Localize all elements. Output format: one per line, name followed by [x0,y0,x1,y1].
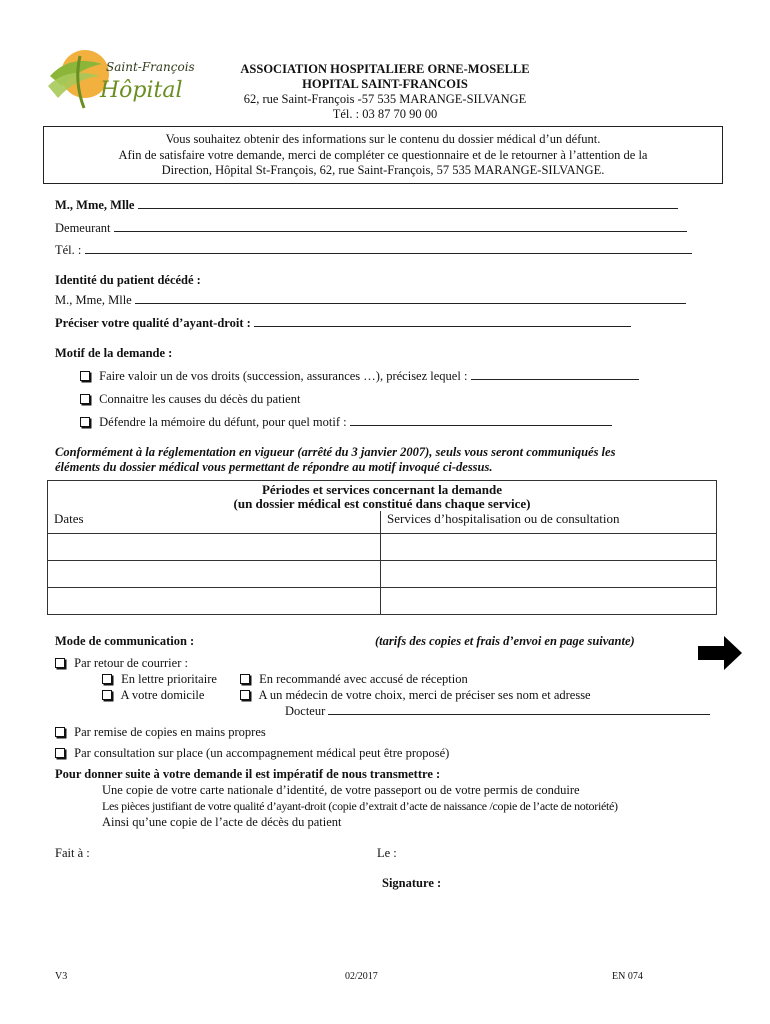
doctor-row[interactable] [285,704,725,719]
checkbox-icon[interactable] [240,690,250,700]
service-cell[interactable] [381,588,717,615]
doctor-label: Docteur [285,704,326,718]
motif-title: Motif de la demande : [55,346,173,360]
requester-address-field[interactable] [114,231,687,232]
requirement-item: Les pièces justifiant de votre qualité d’ayant-droit (copie d’extrait d’acte de naissance /copie de l’acte de notoriété) [102,799,618,813]
regulation-notice [55,445,715,475]
association-name: ASSOCIATION HOSPITALIERE ORNE-MOSELLE [240,62,530,76]
hospital-logo [40,46,200,116]
requester-name-label: M., Mme, Mlle [55,198,135,212]
service-cell[interactable] [381,534,717,561]
motif-memory-field[interactable] [350,425,612,426]
checkbox-icon[interactable] [102,674,112,684]
checkbox-icon[interactable] [240,674,250,684]
communication-title: Mode de communication : [55,634,195,648]
patient-name-label: M., Mme, Mlle [55,293,132,307]
table-row [48,588,717,615]
intro-line2: Afin de satisfaire votre demande, merci de compléter ce questionnaire et de le retourner à l’attention de la [118,147,648,162]
checkbox-icon[interactable] [80,417,90,427]
patient-name-row[interactable] [55,293,695,308]
table-row [48,534,717,561]
notice-line2: éléments du dossier médical vous permettant de répondre au motif invoqué ci-dessus. [55,460,493,474]
checkbox-icon[interactable] [102,690,112,700]
footer-date: 02/2017 [345,971,378,982]
motif-option-rights-label: Faire valoir un de vos droits (succession, assurances …), précisez lequel : [99,369,468,383]
comm-priority[interactable] [102,672,217,687]
comm-in-person-label: Par remise de copies en mains propres [74,725,266,739]
hospital-address: 62, rue Saint-François -57 535 MARANGE-SILVANGE [243,92,527,106]
periods-table-title [48,481,717,512]
comm-doctor-label: A un médecin de votre choix, merci de préciser ses nom et adresse [258,688,591,702]
patient-quality-label: Préciser votre qualité d’ayant-droit : [55,316,251,330]
checkbox-icon[interactable] [80,394,90,404]
requester-phone-field[interactable] [85,253,692,254]
comm-mail-return[interactable] [55,656,188,671]
motif-option-memory[interactable] [80,415,700,430]
logo-line1: Saint-François [106,60,195,74]
requirement-item: Ainsi qu’une copie de l’acte de décès du patient [102,815,342,829]
comm-mail-return-label: Par retour de courrier : [74,656,188,670]
comm-home-label: A votre domicile [120,688,205,702]
date-cell[interactable] [48,561,381,588]
motif-option-causes-label: Connaitre les causes du décès du patient [99,392,301,406]
checkbox-icon[interactable] [55,658,65,668]
comm-in-person[interactable] [55,725,266,740]
requester-address-label: Demeurant [55,221,111,235]
comm-on-site-label: Par consultation sur place (un accompagnement médical peut être proposé) [74,746,450,760]
date-label[interactable]: Le : [377,846,397,860]
requester-address-row[interactable] [55,221,695,236]
logo-line2: Hôpital [100,78,183,103]
periods-title1: Périodes et services concernant la demande [261,482,503,497]
checkbox-icon[interactable] [80,371,90,381]
header-block [180,62,590,122]
hospital-name: HOPITAL SAINT-FRANCOIS [302,77,468,91]
tarifs-note: (tarifs des copies et frais d’envoi en page suivante) [375,634,635,648]
requirement-item: Une copie de votre carte nationale d’identité, de votre passeport ou de votre permis de conduire [102,783,580,797]
requester-phone-row[interactable] [55,243,695,258]
comm-priority-label: En lettre prioritaire [121,672,217,686]
intro-line3: Direction, Hôpital St-François, 62, rue Saint-François, 57 535 MARANGE-SILVANGE. [161,163,605,177]
date-cell[interactable] [48,588,381,615]
requester-name-row[interactable] [55,198,695,213]
comm-registered-label: En recommandé avec accusé de réception [259,672,468,686]
checkbox-icon[interactable] [55,748,65,758]
periods-table [47,480,717,615]
checkbox-icon[interactable] [55,727,65,737]
comm-doctor[interactable] [240,688,591,703]
column-header-dates: Dates [48,511,381,534]
footer-version: V3 [55,971,68,982]
comm-registered[interactable] [240,672,468,687]
motif-rights-field[interactable] [471,379,639,380]
fait-a-label[interactable]: Fait à : [55,846,90,860]
patient-quality-row[interactable] [55,316,695,331]
intro-line1: Vous souhaitez obtenir des informations sur le contenu du dossier médical d’un défunt. [165,132,601,146]
comm-on-site[interactable] [55,746,449,761]
column-header-services: Services d’hospitalisation ou de consultation [381,511,717,534]
table-row [48,561,717,588]
motif-option-rights[interactable] [80,369,700,384]
doctor-field[interactable] [328,714,710,715]
footer-ref: EN 074 [612,971,643,982]
notice-line1: Conformément à la réglementation en vigueur (arrêté du 3 janvier 2007), seuls vous seront communiqués les [55,445,616,459]
hospital-phone: Tél. : 03 87 70 90 00 [332,107,438,121]
arrow-right-icon [698,636,742,670]
patient-name-field[interactable] [135,303,686,304]
requester-name-field[interactable] [138,208,678,209]
requester-phone-label: Tél. : [55,243,82,257]
periods-title2: (un dossier médical est constitué dans chaque service) [233,496,531,511]
service-cell[interactable] [381,561,717,588]
motif-option-memory-label: Défendre la mémoire du défunt, pour quel motif : [99,415,347,429]
patient-quality-field[interactable] [254,326,631,327]
requirements-title: Pour donner suite à votre demande il est impératif de nous transmettre : [55,767,441,781]
comm-home[interactable] [102,688,204,703]
date-cell[interactable] [48,534,381,561]
motif-option-causes[interactable] [80,392,300,407]
intro-box [43,126,723,184]
signature-label[interactable]: Signature : [382,876,442,890]
patient-title: Identité du patient décédé : [55,273,201,287]
